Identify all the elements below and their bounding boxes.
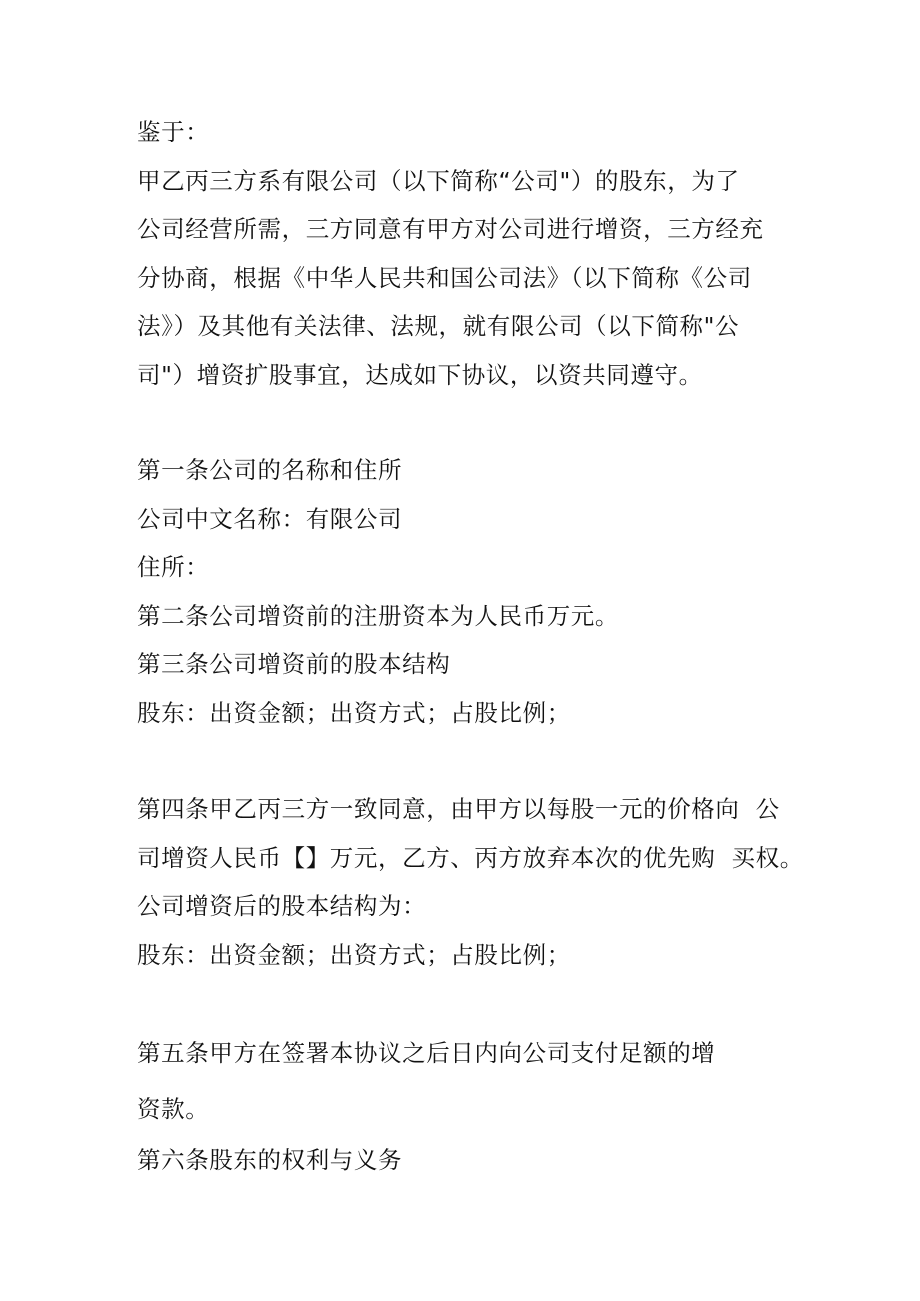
shareholder-structure-before: 股东：出资金额；出资方式；占股比例； xyxy=(137,699,571,727)
article-4-line-1: 第四条甲乙丙三方一致同意，由甲方以每股一元的价格向 公 xyxy=(137,795,780,823)
address-line: 住所： xyxy=(137,553,210,581)
article-5-line-1: 第五条甲方在签署本协议之后日内向公司支付足额的增 xyxy=(137,1039,716,1067)
article-4-line-2: 司增资人民币【】万元，乙方、丙方放弃本次的优先购 买权。 xyxy=(137,844,804,872)
recital-heading: 鉴于： xyxy=(137,118,210,146)
recital-line-3: 分协商，根据《中华人民共和国公司法》（以下简称《公司 xyxy=(137,264,752,292)
structure-after-heading: 公司增资后的股本结构为： xyxy=(137,892,427,920)
article-1-heading: 第一条公司的名称和住所 xyxy=(137,456,403,484)
article-3-heading: 第三条公司增资前的股本结构 xyxy=(137,650,451,678)
company-name-line: 公司中文名称：有限公司 xyxy=(137,505,403,533)
recital-line-2: 公司经营所需，三方同意有甲方对公司进行增资，三方经充 xyxy=(137,215,764,243)
recital-line-5: 司"）增资扩股事宜，达成如下协议，以资共同遵守。 xyxy=(137,361,703,389)
shareholder-structure-after: 股东：出资金额；出资方式；占股比例； xyxy=(137,941,571,969)
article-2-text: 第二条公司增资前的注册资本为人民币万元。 xyxy=(137,602,619,630)
article-6-heading: 第六条股东的权利与义务 xyxy=(137,1146,403,1174)
article-5-line-2: 资款。 xyxy=(137,1095,210,1123)
recital-line-4: 法》）及其他有关法律、法规，就有限公司（以下简称"公 xyxy=(137,312,740,340)
recital-line-1: 甲乙丙三方系有限公司（以下简称“公司"）的股东，为了 xyxy=(137,167,740,195)
